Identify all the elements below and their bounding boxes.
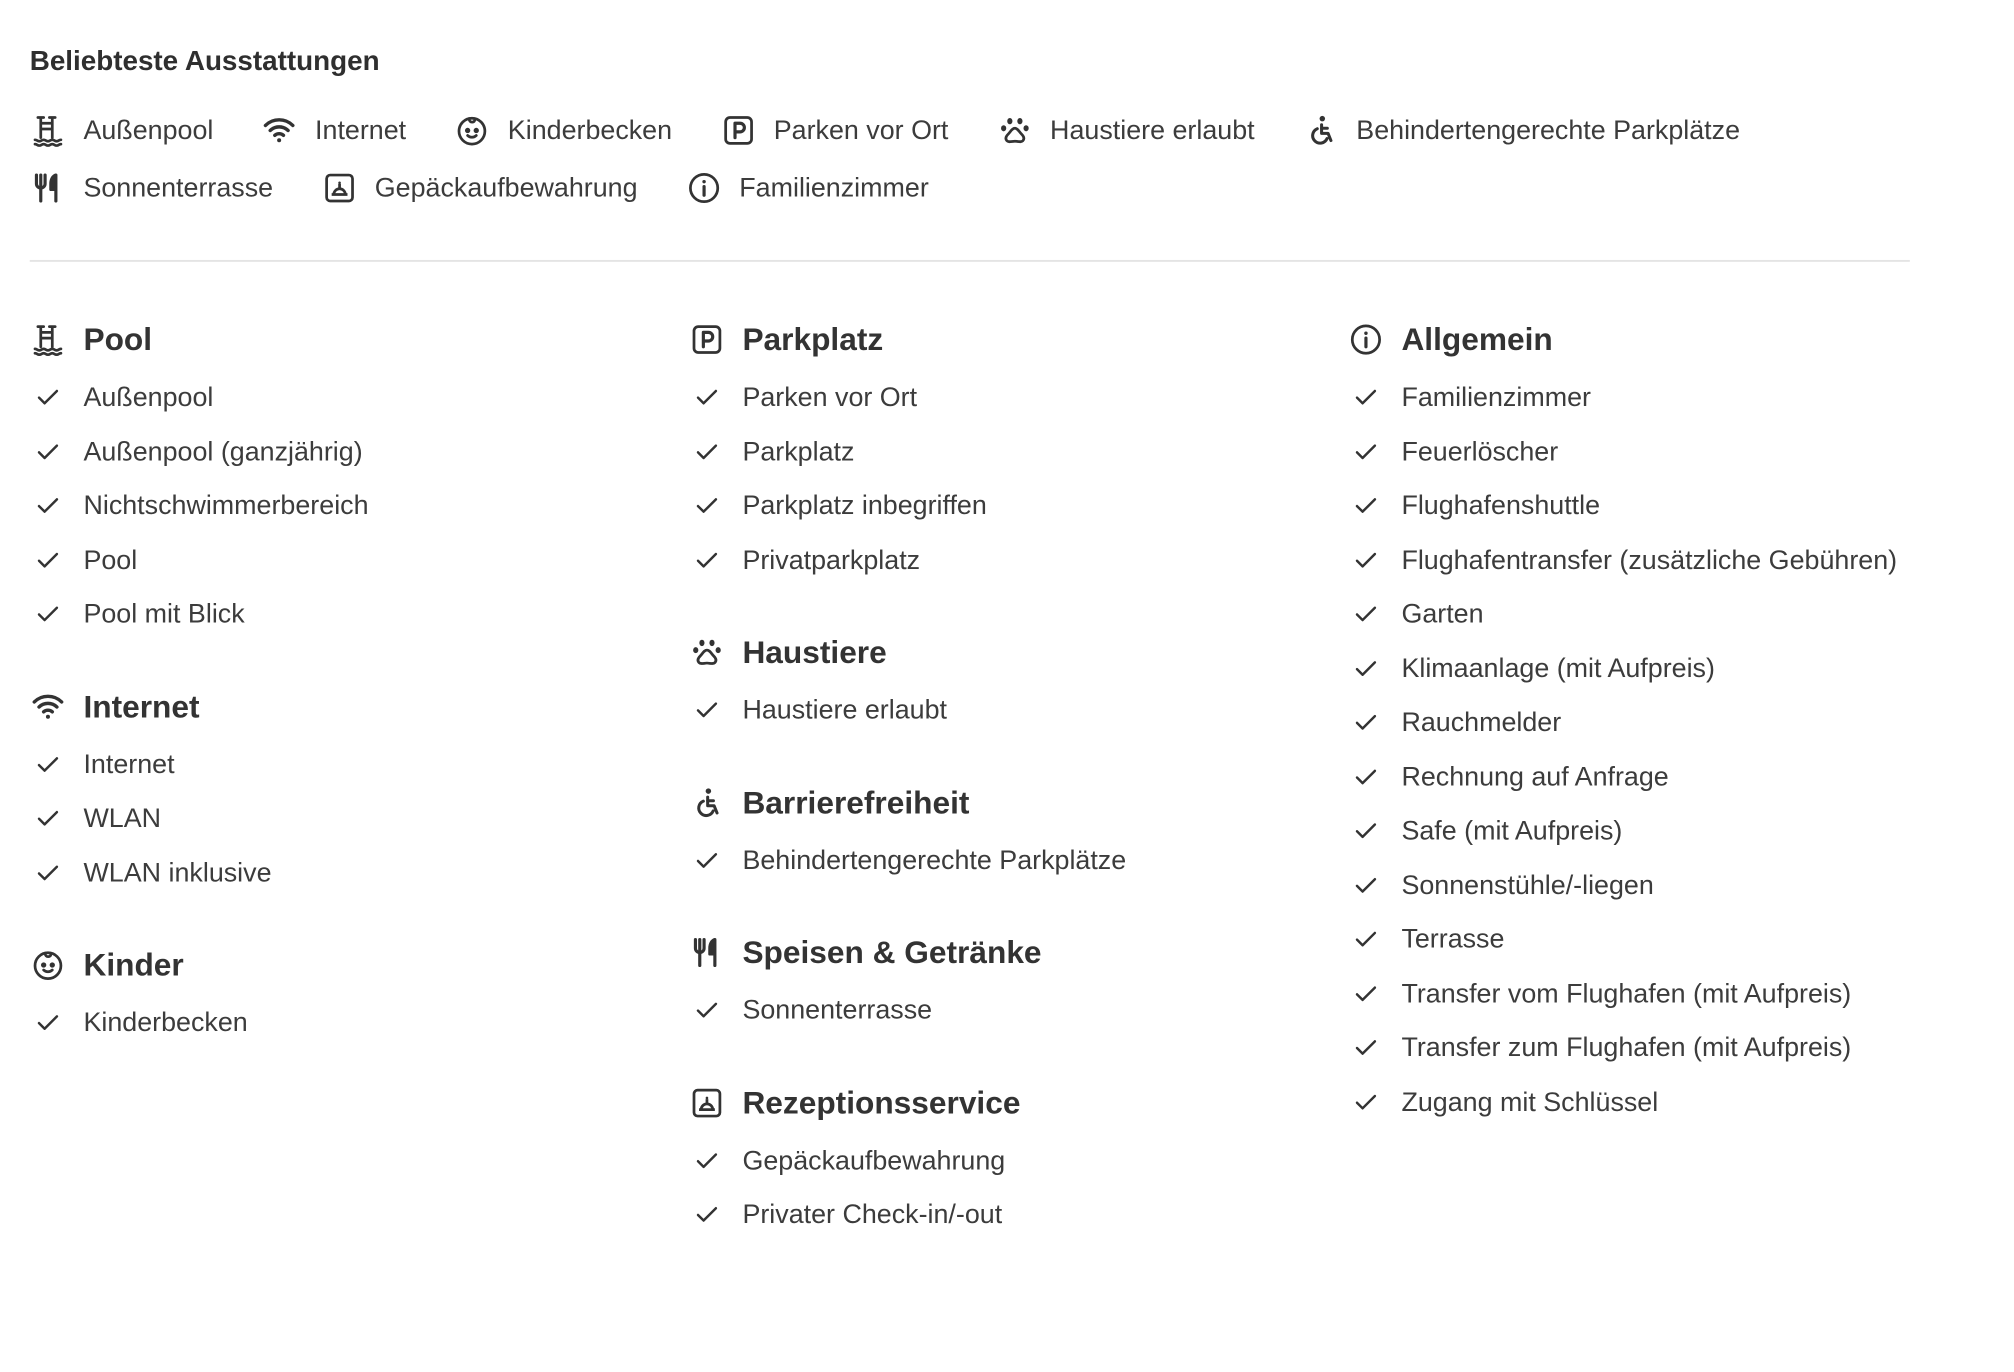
- amenity-section-header: [689, 929, 1341, 975]
- checkmark-icon: [1348, 542, 1384, 578]
- checkmark-icon: [689, 542, 725, 578]
- checkmark-icon: [1348, 433, 1384, 469]
- amenity-list-item: [1348, 966, 2000, 1020]
- amenity-label: Garten: [1401, 598, 1484, 629]
- popular-amenity-label: Parken vor Ort: [773, 115, 949, 145]
- amenity-list-item: [1348, 424, 2000, 478]
- popular-amenity-label: Gepäckaufbewahrung: [374, 172, 638, 203]
- amenity-list-item: [1348, 695, 2000, 749]
- wheelchair-icon: [1303, 112, 1339, 148]
- amenity-list-item: [1348, 641, 2000, 695]
- info-icon: [686, 170, 722, 206]
- checkmark-icon: [1348, 650, 1384, 686]
- amenity-label: Pool: [83, 544, 138, 575]
- popular-amenity-label: Internet: [315, 115, 407, 145]
- amenity-label: Sonnenterrasse: [742, 994, 933, 1025]
- checkmark-icon: [1348, 1029, 1384, 1065]
- amenity-label: Behindertengerechte Parkplätze: [742, 844, 1127, 875]
- amenity-section: [689, 317, 1341, 588]
- amenity-label: Familienzimmer: [1401, 382, 1591, 412]
- popular-amenities-row: [30, 165, 977, 211]
- amenity-label: Privater Check-in/-out: [742, 1199, 1003, 1230]
- pool-ladder-icon: [30, 112, 66, 148]
- amenity-list: [689, 833, 1341, 887]
- amenity-section-header: [30, 317, 682, 363]
- amenity-list: [689, 1133, 1341, 1241]
- amenity-section-header: [30, 683, 682, 729]
- amenity-label: Flughafentransfer (zusätzliche Gebühren): [1401, 544, 1898, 575]
- paw-icon: [996, 112, 1032, 148]
- amenity-section-header: [689, 779, 1341, 825]
- amenity-list-item: [689, 479, 1341, 533]
- amenity-list: [30, 996, 682, 1050]
- amenity-label: Klimaanlage (mit Aufpreis): [1401, 652, 1715, 683]
- popular-amenity-item: [686, 165, 929, 211]
- popular-amenity-label: Außenpool: [83, 115, 214, 145]
- amenity-list-item: [30, 791, 682, 845]
- checkmark-icon: [689, 1142, 725, 1178]
- amenity-label: Transfer vom Flughafen (mit Aufpreis): [1401, 978, 1852, 1008]
- baby-face-icon: [454, 112, 490, 148]
- amenity-section-title: Barrierefreiheit: [742, 784, 970, 820]
- amenity-section-title: Parkplatz: [742, 321, 884, 357]
- amenity-section-title: Allgemein: [1401, 321, 1553, 357]
- popular-amenity-label: Sonnenterrasse: [83, 172, 274, 203]
- amenity-list-item: [1348, 370, 2000, 424]
- amenity-list-item: [30, 737, 682, 791]
- amenity-label: WLAN: [83, 803, 162, 833]
- section-divider: [30, 260, 1910, 262]
- amenity-label: Kinderbecken: [83, 1007, 248, 1038]
- amenity-section-title: Internet: [83, 688, 200, 724]
- amenity-section-title: Pool: [83, 321, 153, 357]
- info-icon: [1348, 321, 1384, 357]
- popular-amenity-label: Kinderbecken: [507, 115, 673, 145]
- pool-ladder-icon: [30, 321, 66, 357]
- checkmark-icon: [1348, 1084, 1384, 1120]
- amenity-section: [1348, 317, 2000, 1129]
- amenity-label: Rechnung auf Anfrage: [1401, 761, 1669, 792]
- amenity-label: Nichtschwimmerbereich: [83, 490, 369, 521]
- popular-amenity-item: [261, 107, 406, 153]
- amenity-label: Gepäckaufbewahrung: [742, 1145, 1006, 1175]
- amenity-list-item: [689, 533, 1341, 587]
- checkmark-icon: [689, 842, 725, 878]
- amenity-label: Internet: [83, 748, 175, 779]
- amenity-label: Sonnenstühle/-liegen: [1401, 869, 1654, 900]
- amenity-label: Transfer zum Flughafen (mit Aufpreis): [1401, 1032, 1852, 1063]
- checkmark-icon: [1348, 596, 1384, 632]
- amenity-label: Außenpool: [83, 382, 214, 412]
- amenity-list-item: [1348, 479, 2000, 533]
- popular-amenity-item: [996, 107, 1254, 153]
- amenity-section-title: Rezeptionsservice: [742, 1084, 1021, 1120]
- popular-amenity-label: Haustiere erlaubt: [1050, 115, 1255, 145]
- amenity-section-title: Kinder: [83, 946, 184, 983]
- checkmark-icon: [1348, 704, 1384, 740]
- amenity-label: Feuerlöscher: [1401, 436, 1559, 466]
- popular-amenity-item: [30, 165, 273, 211]
- amenity-label: Parkplatz inbegriffen: [742, 490, 987, 521]
- fork-knife-icon: [30, 170, 66, 206]
- checkmark-icon: [689, 488, 725, 524]
- popular-amenity-label: Familienzimmer: [739, 172, 929, 203]
- checkmark-icon: [689, 992, 725, 1028]
- amenity-list-item: [1348, 1021, 2000, 1075]
- amenities-column-2: [689, 317, 1341, 1284]
- amenity-list: [689, 370, 1341, 587]
- wifi-icon: [261, 112, 297, 148]
- amenity-section: [689, 1080, 1341, 1242]
- amenity-section: [30, 942, 682, 1050]
- amenity-section: [689, 629, 1341, 737]
- checkmark-icon: [30, 433, 66, 469]
- amenity-list-item: [30, 996, 682, 1050]
- amenity-section-header: [1348, 317, 2000, 363]
- amenity-label: Parken vor Ort: [742, 382, 918, 412]
- amenity-list: [689, 683, 1341, 737]
- amenity-label: Pool mit Blick: [83, 598, 245, 629]
- popular-amenities-title: Beliebteste Ausstattungen: [29, 46, 380, 77]
- amenity-list-item: [30, 424, 682, 478]
- amenity-list-item: [1348, 912, 2000, 966]
- checkmark-icon: [30, 488, 66, 524]
- parking-icon: [720, 112, 756, 148]
- checkmark-icon: [30, 746, 66, 782]
- amenity-section-title: Haustiere: [742, 634, 887, 670]
- amenity-list: [30, 737, 682, 900]
- amenity-list: [689, 983, 1341, 1037]
- amenity-list-item: [689, 424, 1341, 478]
- amenity-label: Flughafenshuttle: [1401, 490, 1601, 521]
- amenity-list-item: [689, 833, 1341, 887]
- checkmark-icon: [1348, 488, 1384, 524]
- amenity-list: [1348, 370, 2000, 1129]
- amenity-section-header: [689, 317, 1341, 363]
- checkmark-icon: [689, 692, 725, 728]
- amenity-label: Safe (mit Aufpreis): [1401, 815, 1623, 846]
- amenity-label: Rauchmelder: [1401, 707, 1562, 737]
- checkmark-icon: [1348, 975, 1384, 1011]
- fork-knife-icon: [689, 934, 725, 970]
- amenity-list-item: [30, 370, 682, 424]
- wheelchair-icon: [689, 784, 725, 820]
- amenity-list-item: [1348, 858, 2000, 912]
- reception-bell-icon: [321, 170, 357, 206]
- checkmark-icon: [30, 854, 66, 890]
- checkmark-icon: [689, 379, 725, 415]
- amenity-section: [30, 683, 682, 899]
- amenity-list-item: [30, 846, 682, 900]
- checkmark-icon: [30, 1005, 66, 1041]
- popular-amenity-item: [321, 165, 638, 211]
- checkmark-icon: [1348, 921, 1384, 957]
- amenity-list-item: [30, 587, 682, 641]
- reception-bell-icon: [689, 1084, 725, 1120]
- popular-amenity-item: [454, 107, 672, 153]
- checkmark-icon: [1348, 813, 1384, 849]
- amenity-list-item: [689, 1133, 1341, 1187]
- amenity-label: Terrasse: [1401, 923, 1505, 954]
- amenities-column-3: [1348, 317, 2000, 1172]
- popular-amenity-item: [1303, 107, 1740, 153]
- amenity-section-header: [689, 1080, 1341, 1126]
- popular-amenity-label: Behindertengerechte Parkplätze: [1356, 115, 1741, 145]
- amenity-label: Haustiere erlaubt: [742, 694, 947, 725]
- popular-amenities-row: [30, 107, 1788, 153]
- amenity-section-header: [689, 629, 1341, 675]
- amenity-section: [30, 317, 682, 642]
- amenity-section: [689, 779, 1341, 887]
- amenity-label: Parkplatz: [742, 436, 855, 466]
- amenity-list-item: [689, 683, 1341, 737]
- amenity-list: [30, 370, 682, 641]
- popular-amenity-item: [30, 107, 214, 153]
- checkmark-icon: [1348, 759, 1384, 795]
- checkmark-icon: [30, 379, 66, 415]
- checkmark-icon: [689, 1196, 725, 1232]
- amenity-list-item: [689, 370, 1341, 424]
- amenity-list-item: [1348, 1075, 2000, 1129]
- checkmark-icon: [30, 596, 66, 632]
- amenity-label: Privatparkplatz: [742, 544, 921, 575]
- paw-icon: [689, 634, 725, 670]
- popular-amenity-item: [720, 107, 948, 153]
- amenity-label: WLAN inklusive: [83, 857, 272, 888]
- checkmark-icon: [1348, 867, 1384, 903]
- amenity-section-header: [30, 942, 682, 988]
- amenity-list-item: [1348, 587, 2000, 641]
- amenity-list-item: [1348, 750, 2000, 804]
- amenity-section: [689, 929, 1341, 1037]
- checkmark-icon: [1348, 379, 1384, 415]
- baby-face-icon: [30, 947, 66, 983]
- amenity-list-item: [1348, 804, 2000, 858]
- amenity-label: Außenpool (ganzjährig): [83, 436, 363, 466]
- amenity-label: Zugang mit Schlüssel: [1401, 1086, 1659, 1117]
- parking-icon: [689, 321, 725, 357]
- amenities-column-1: [30, 317, 682, 1093]
- amenity-list-item: [689, 983, 1341, 1037]
- amenity-list-item: [30, 479, 682, 533]
- wifi-icon: [30, 688, 66, 724]
- amenity-list-item: [1348, 533, 2000, 587]
- checkmark-icon: [689, 433, 725, 469]
- amenity-section-title: Speisen & Getränke: [742, 934, 1042, 970]
- checkmark-icon: [30, 542, 66, 578]
- amenity-list-item: [689, 1188, 1341, 1242]
- checkmark-icon: [30, 800, 66, 836]
- amenity-list-item: [30, 533, 682, 587]
